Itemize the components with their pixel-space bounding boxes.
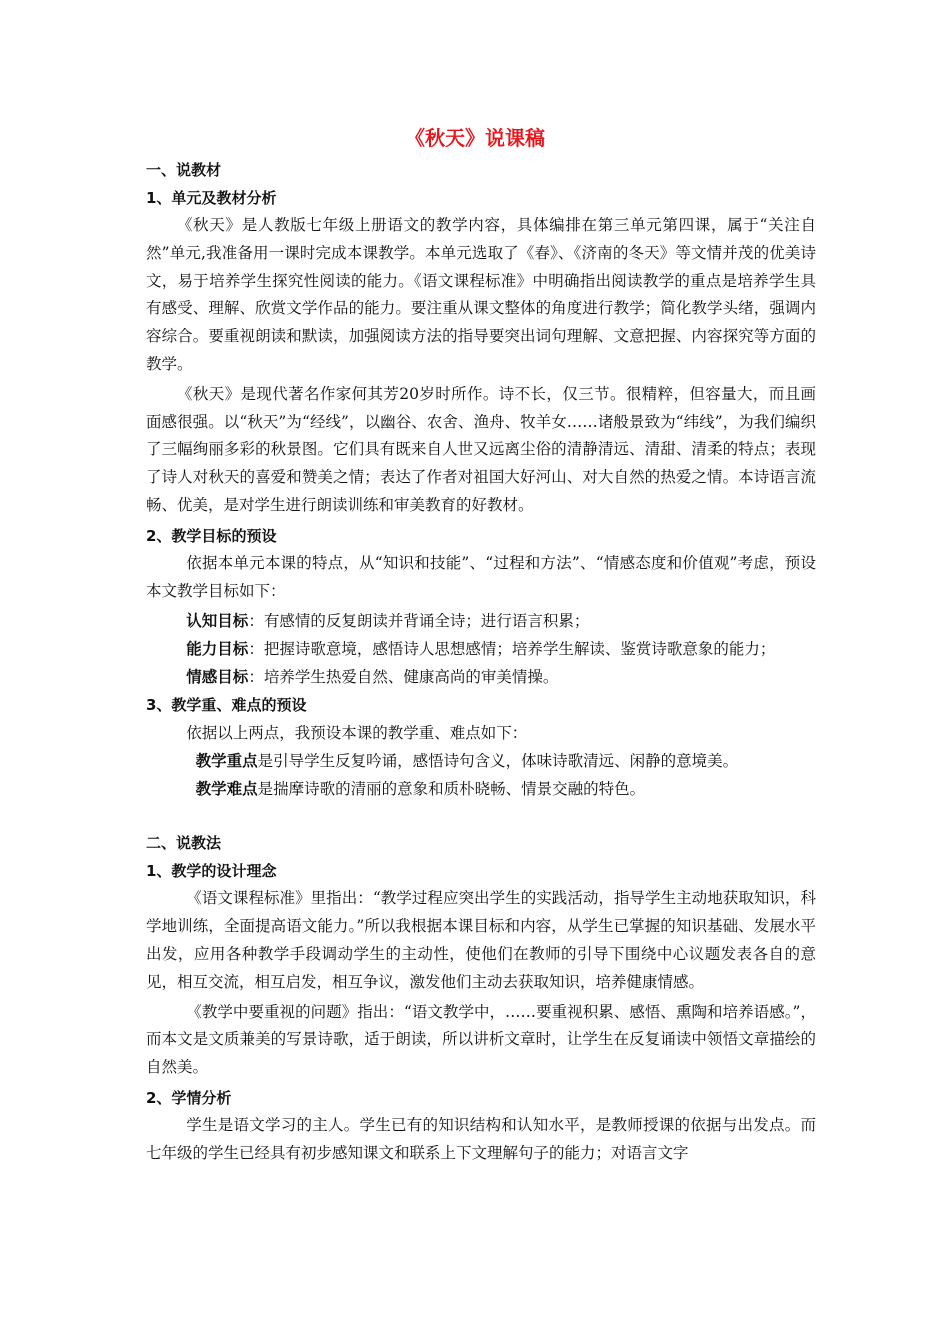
goal-label: 认知目标 <box>186 612 249 631</box>
paragraph: 学生是语文学习的主人。学生已有的知识结构和认知水平，是教师授课的依据与出发点。而七年级的学生已经具有初步感知课文和联系上下文理解句子的能力；对语言文字 <box>146 1115 816 1162</box>
subsection-heading-1-3: 3、教学重、难点的预设 <box>146 696 307 715</box>
goal-text: ：有感情的反复朗读并背诵全诗；进行语言积累； <box>248 612 590 631</box>
goal-line <box>146 635 816 663</box>
difficulty-label: 教学难点 <box>195 780 258 799</box>
paragraph: 依据以上两点，我预设本课的教学重、难点如下： <box>186 724 528 743</box>
paragraph: 《语文课程标准》里指出：“教学过程应突出学生的实践活动，指导学生主动地获取知识，科学地训练，全面提高语文能力。”所以我根据本课目标和内容，从学生已掌握的知识基础、发展水平出发，应用各种教学手段调动学生的主动性，使他们在教师的引导下围绕中心议题发表各自的意见，相互交流，相互启发，相互争议，激发他们主动去获取知识，培养健康情感。 <box>146 889 816 991</box>
subsection-heading-2-1: 1、教学的设计理念 <box>146 862 277 881</box>
subsection-heading-1-2: 2、教学目标的预设 <box>146 526 277 545</box>
section-heading-1: 一、说教材 <box>146 161 222 179</box>
goal-line <box>146 607 816 635</box>
key-point-line <box>146 747 816 775</box>
paragraph: 依据本单元本课的特点，从“知识和技能”、“过程和方法”、“情感态度和价值观”考虑，预设本文教学目标如下： <box>146 553 816 600</box>
goal-line <box>146 663 816 691</box>
document-title: 《秋天》说课稿 <box>405 126 545 150</box>
paragraph: 《秋天》是现代著名作家何其芳20岁时所作。诗不长，仅三节。很精粹，但容量大，而且画面感很强。以“秋天”为“经线”，以幽谷、农舍、渔舟、牧羊女……诸般景致为“纬线”，为我们编织了三幅绚丽多彩的秋景图。它们具有既来自人世又远离尘俗的清静清远、清甜、清柔的特点；表现了诗人对秋天的喜爱和赞美之情；表达了作者对祖国大好河山、对大自然的热爱之情。本诗语言流畅、优美，是对学生进行朗读训练和审美教育的好教材。 <box>146 384 816 514</box>
paragraph: 《秋天》是人教版七年级上册语文的教学内容，具体编排在第三单元第四课，属于“关注自然”单元,我准备用一课时完成本课教学。本单元选取了《春》、《济南的冬天》等文情并茂的优美诗文，易于培养学生探究性阅读的能力。《语文课程标准》中明确指出阅读教学的重点是培养学生具有感受、理解、欣赏文学作品的能力。要注重从课文整体的角度进行教学；简化教学头绪，强调内容综合。要重视朗读和默读，加强阅读方法的指导要突出词句理解、文意把握、内容探究等方面的教学。 <box>146 216 816 373</box>
subsection-heading-1-1: 1、单元及教材分析 <box>146 189 277 207</box>
difficulty-text: 是揣摩诗歌的清丽的意象和质朴晓畅、情景交融的特色。 <box>257 780 646 799</box>
paragraph: 《教学中要重视的问题》指出：“语文教学中，……要重视积累、感悟、熏陶和培养语感。”，而本文是文质兼美的写景诗歌，适于朗读，所以讲析文章时，让学生在反复诵读中领悟文章描绘的自然美。 <box>146 1002 816 1077</box>
goal-label: 能力目标 <box>186 640 249 659</box>
goal-text: ：培养学生热爱自然、健康高尚的审美情操。 <box>248 668 559 687</box>
goal-text: ：把握诗歌意境，感悟诗人思想感情；培养学生解读、鉴赏诗歌意象的能力； <box>248 640 776 659</box>
key-point-label: 教学重点 <box>195 752 258 771</box>
subsection-heading-2-2: 2、学情分析 <box>146 1088 232 1107</box>
document-body <box>146 156 816 1170</box>
spacer <box>146 803 816 829</box>
goal-label: 情感目标 <box>186 668 249 687</box>
difficulty-line <box>146 775 816 803</box>
section-heading-2: 二、说教法 <box>146 834 222 853</box>
key-point-text: 是引导学生反复吟诵，感悟诗句含义，体味诗歌清远、闲静的意境美。 <box>257 752 739 771</box>
